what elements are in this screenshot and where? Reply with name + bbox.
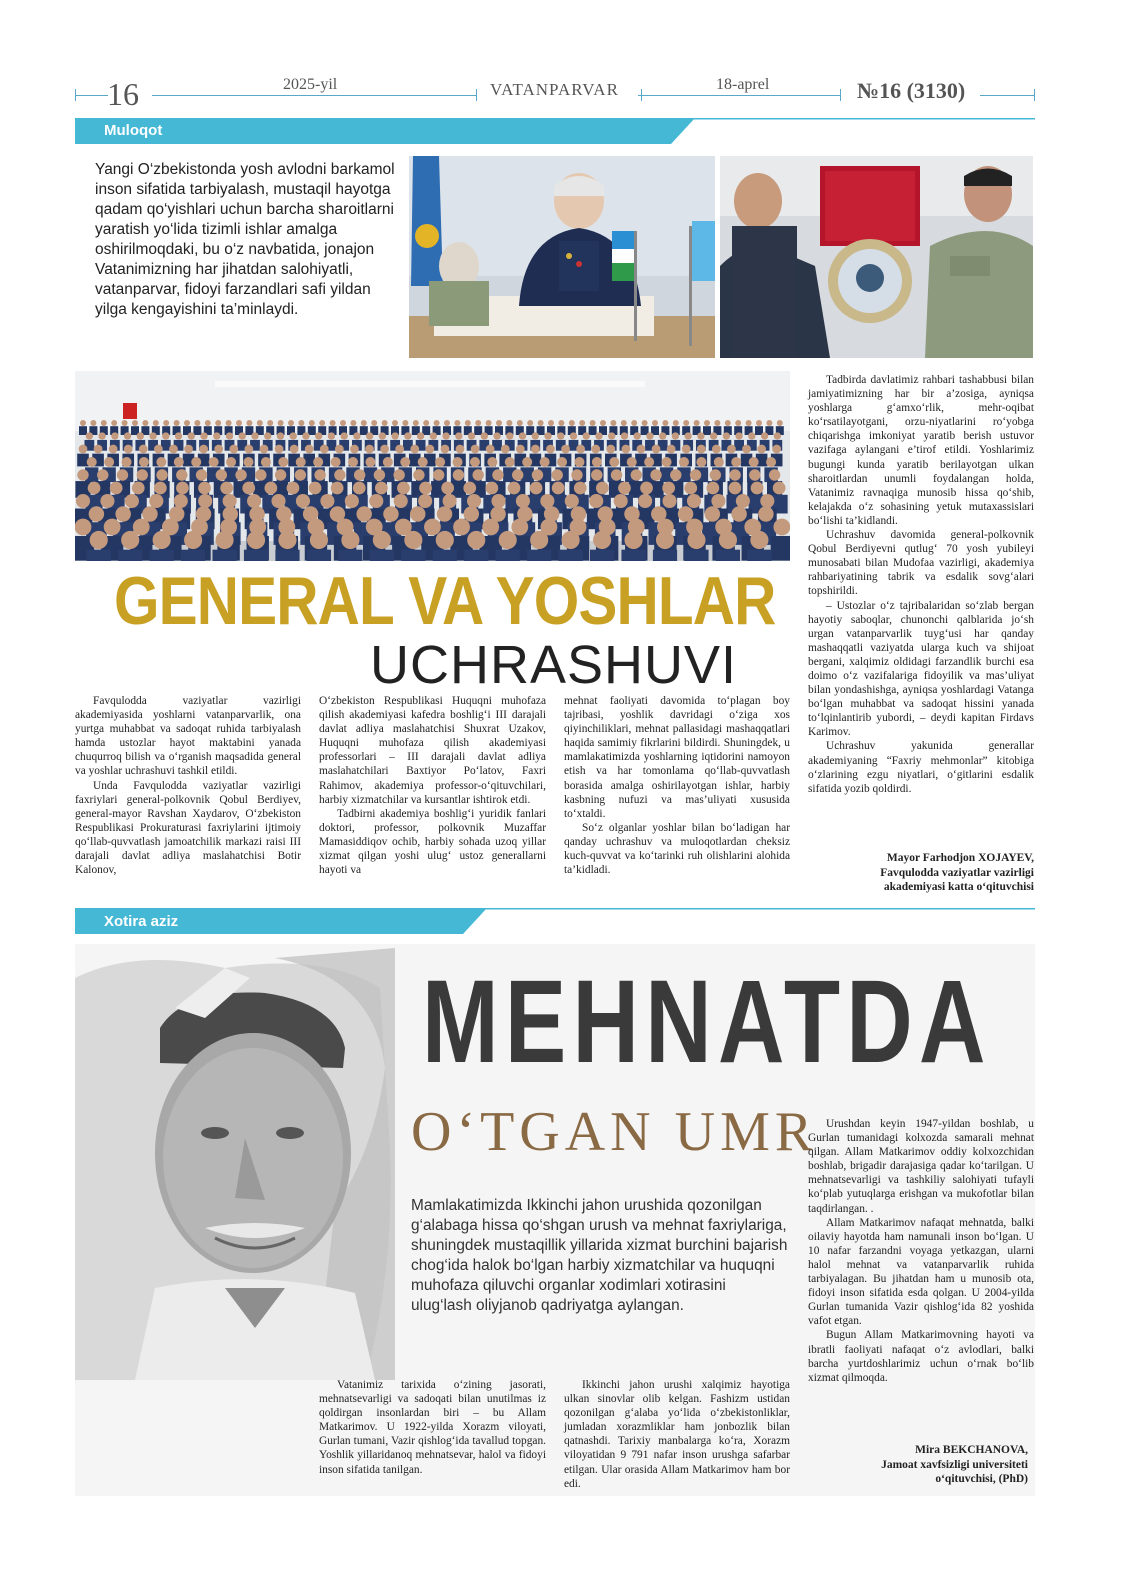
paragraph: Bugun Allam Matkarimovning hayoti va ibratli faoliyati nafaqat o‘z avlodlari, balki barcha yurtdoshlarimiz uchun o‘rnak bo‘lib xizmat qilmoqda. (808, 1329, 1034, 1384)
section-band-muloqot (75, 118, 1035, 144)
paragraph: Vatanimiz tarixida o‘zining jasorati, mehnatsevarligi va sadoqati bilan unutilmas iz qoldirgan insonlardan biri – bu Allam Matkarimov. U 1922-yilda Xorazm viloyati, Gurlan tumani, Vazir qishlog‘ida tavallud topgan. Yoshlik yillaridanoq mehnatsevar, halol va fidoyi inson sifatida tanilgan. (319, 1379, 546, 1476)
article-title-main: MEHNATDA (422, 956, 992, 1088)
section-label: Xotira aziz (104, 913, 179, 930)
paragraph: Uchrashuv yakunida generallar akademiyaning “Faxriy mehmonlar” kitobiga o‘zlarining ezgu niyatlari, o‘gitlarini esdalik sifatida yozib qoldirdi. (808, 740, 1034, 795)
paragraph: mehnat faoliyati davomida to‘plagan boy tajribasi, yoshlik davridagi o‘ziga xos qiyinchiliklari, mehnat pallasidagi mashaqqatlari haqida samimiy fikrlarini bildirdi. Shuningdek, u mamlakatimizda yoshlarning iqtidorini namoyon etish va har tomonlama qo‘llab-quvvatlash borasida amalga oshirilayotgan ishlar, harbiy kasbning nufuzi va mas’uliyati xususida to‘xtaldi. (564, 695, 790, 820)
author-signature (808, 1443, 1028, 1487)
issue-date: 18-aprel (716, 76, 770, 93)
page-number: 16 (107, 76, 139, 112)
audience-photo (75, 371, 790, 561)
issue-number: №16 (3130) (857, 78, 966, 103)
paragraph: Tadbirda davlatimiz rahbari tashabbusi bilan jamiyatimizning har bir a’zosiga, ayniqsa yoshlarga g‘amxo‘rlik, mehr-oqibat ko‘rsatilayotgani, orzu-niyatlarini ro‘yobga chiqarishga imkoniyat yaratib berish ustuvor vazifaga aylangani e’tirof etildi. Yoshlarimiz bugungi kunda yaratib berilayotgan ulkan sharoitlardan unumli foydalangan holda, Vatanimiz ravnaqiga munosib hissa qo‘shib, kelajakda o‘z sohasining yetuk mutaxassislari bo‘lishi ta’kidlandi. (808, 374, 1034, 527)
paragraph: Uchrashuv davomida general-polkovnik Qobul Berdiyevni qutlug‘ 70 yosh yubileyi munosabati bilan Mudofaa vazirligi, akademiya rahbariyatining tabrik va esdalik sovg‘alari topshirildi. (808, 529, 1034, 598)
section-label: Muloqot (104, 122, 163, 139)
paragraph: So‘z olganlar yoshlar bilan bo‘ladigan har qanday uchrashuv va muloqotlardan cheksiz kuch-quvvat va ko‘tarinki ruh olishlarini alohida ta’kidladi. (564, 821, 790, 877)
article-column-1 (319, 1378, 546, 1477)
article-column-1 (75, 694, 301, 877)
newspaper-name: VATANPARVAR (490, 80, 619, 99)
section-band-xotira (75, 908, 1035, 936)
paragraph: O‘zbekiston Respublikasi Huquqni muhofaza qilish akademiyasi kafedra boshlig‘i III darajali davlat adliya maslahatchisi Shuxrat Uzakov, Huquqni muhofaza qilish akademiyasi professorlari – III darajali davlat adliya maslahatchilari Baxtiyor Po‘latov, Faxri Rahimov, akademiya professor-o‘qituvchilari, harbiy xizmatchilar va kursantlar ishtirok etdi. (319, 695, 546, 806)
paragraph: – Ustozlar o‘z tajribalaridan so‘zlab bergan hayotiy saboqlar, chunonchi qalblarida jo‘sh urgan vatanparvarlik tuyg‘usi har qanday mashaqqatli vaziyatda ularga kuch va shijoat bergani, xalqimiz oldidagi farzandlik burchi esa doimo o‘z vazifalariga fidoyilik va mas’uliyat bilan yondashishga, ayniqsa yoshlardagi Vatanga bo‘lgan muhabbat va sadoqat hissini yanada to‘lqinlantirib yubordi, – deydi kapitan Firdavs Karimov. (808, 599, 1034, 739)
paragraph: Tadbirni akademiya boshlig‘i yuridik fanlari doktori, professor, polkovnik Muzaffar Mamasiddiqov ochib, harbiy sohada uzoq yillar xizmat qilgan yoshi ulug‘ ustoz generallarni hayoti va (319, 807, 546, 877)
paragraph: Unda Favqulodda vaziyatlar vazirligi faxriylari general-polkovnik Qobul Berdiyev, general-mayor Ravshan Xaydarov, O‘zbekiston Respublikasi Prokuraturasi faxriylarini ijtimoiy qo‘llab-quvvatlash jamoatchilik markazi raisi III darajali davlat adliya maslahatchisi Botir Kalonov, (75, 779, 301, 877)
author-name: Mira BEKCHANOVA, (915, 1444, 1028, 1456)
article-column-2 (319, 694, 546, 877)
author-title: o‘qituvchisi, (PhD) (935, 1473, 1028, 1485)
article-title-sub: UCHRASHUVI (370, 635, 738, 695)
author-title: Jamoat xavfsizligi universiteti (881, 1458, 1028, 1471)
article-title-main: GENERAL VA YOSHLAR (114, 563, 776, 639)
intro-paragraph: Yangi O‘zbekistonda yosh avlodni barkamol inson sifatida tarbiyalash, mustaqil hayotga qadam qo‘yishlari uchun barcha sharoitlarni yaratish yo‘lida tizimli ishlar amalga oshirilmoqdaki, bu o‘z navbatida, jonajon Vatanimizning har jihatdan salohiyatli, vatanparvar, fidoyi farzandlari safi yildan yilga kengayishini ta’minlaydi. (95, 161, 395, 318)
paragraph: Favqulodda vaziyatlar vazirligi akademiyasida yoshlarni vatanparvarlik, ona yurtga muhabbat va sadoqat ruhida tarbiyalash hamda ustozlar hayot maktabini yanada chuqurroq bilish va o‘rganish maqsadida general va yoshlar uchrashuvi tashkil etildi. (75, 695, 301, 778)
paragraph: Ikkinchi jahon urushi xalqimiz hayotiga ulkan sinovlar olib kelgan. Fashizm ustidan qozonilgan g‘alaba yo‘lida o‘zbekistonliklar, jumladan xorazmliklar ham jonbozlik bilan qatnashdi. Tarixiy manbalarga ko‘ra, Xorazm viloyatidan 9 791 nafar inson urushga safarbar etilgan. Ular orasida Allam Matkarimov ham bor edi. (564, 1379, 790, 1490)
author-name: Mayor Farhodjon XOJAYEV, (886, 852, 1034, 864)
article-title-sub: O‘TGAN UMR (411, 1101, 818, 1163)
paragraph: Urushdan keyin 1947-yildan boshlab, u Gurlan tumanidagi kolxozda samarali mehnat qilgan. Allam Matkarimov oddiy kolxozchidan boshlab, brigadir darajasiga qadar ko‘tarilgan. U mehnatsevarligi va tashkiliy salohiyati tufayli ko‘plab yutuqlarga erishgan va mukofotlar bilan taqdirlangan. . (808, 1118, 1034, 1215)
gift-photo (720, 156, 1033, 358)
portrait-photo (75, 948, 395, 1380)
lead-paragraph: Mamlakatimizda Ikkinchi jahon urushida qozonilgan g‘alabaga hissa qo‘shgan urush va mehnat faxriylariga, shuningdek mustaqillik yillarida xizmat burchini bajarish chog‘ida halok bo‘lgan harbiy xizmatchilar va huquqni muhofaza qiluvchi organlar xodimlari xotirasini ulug‘lash oliyjanob qadriyatga aylangan. (411, 1197, 788, 1314)
article-column-2 (564, 1378, 790, 1491)
issue-year: 2025-yil (283, 76, 338, 93)
author-signature (808, 851, 1034, 895)
article-column-3 (808, 1117, 1034, 1385)
author-title: akademiyasi katta o‘qituvchisi (883, 881, 1034, 893)
article-column-3 (564, 694, 790, 877)
author-title: Favqulodda vaziyatlar vazirligi (880, 866, 1034, 879)
article-column-4 (808, 373, 1034, 796)
paragraph: Allam Matkarimov nafaqat mehnatda, balki oilaviy hayotda ham namunali inson bo‘lgan. U 10 nafar farzandni voyaga yetkazgan, ularni halol mehnat va vatanparvarlik ruhida tarbiyalagan. Bu jihatdan ham u munosib ota, fidoyi inson sifatida esda qolgan. U 2004-yilda Gurlan tumanida Vazir qishlog‘ida 82 yoshida vafot etgan. (808, 1216, 1034, 1328)
signing-photo (409, 156, 715, 358)
